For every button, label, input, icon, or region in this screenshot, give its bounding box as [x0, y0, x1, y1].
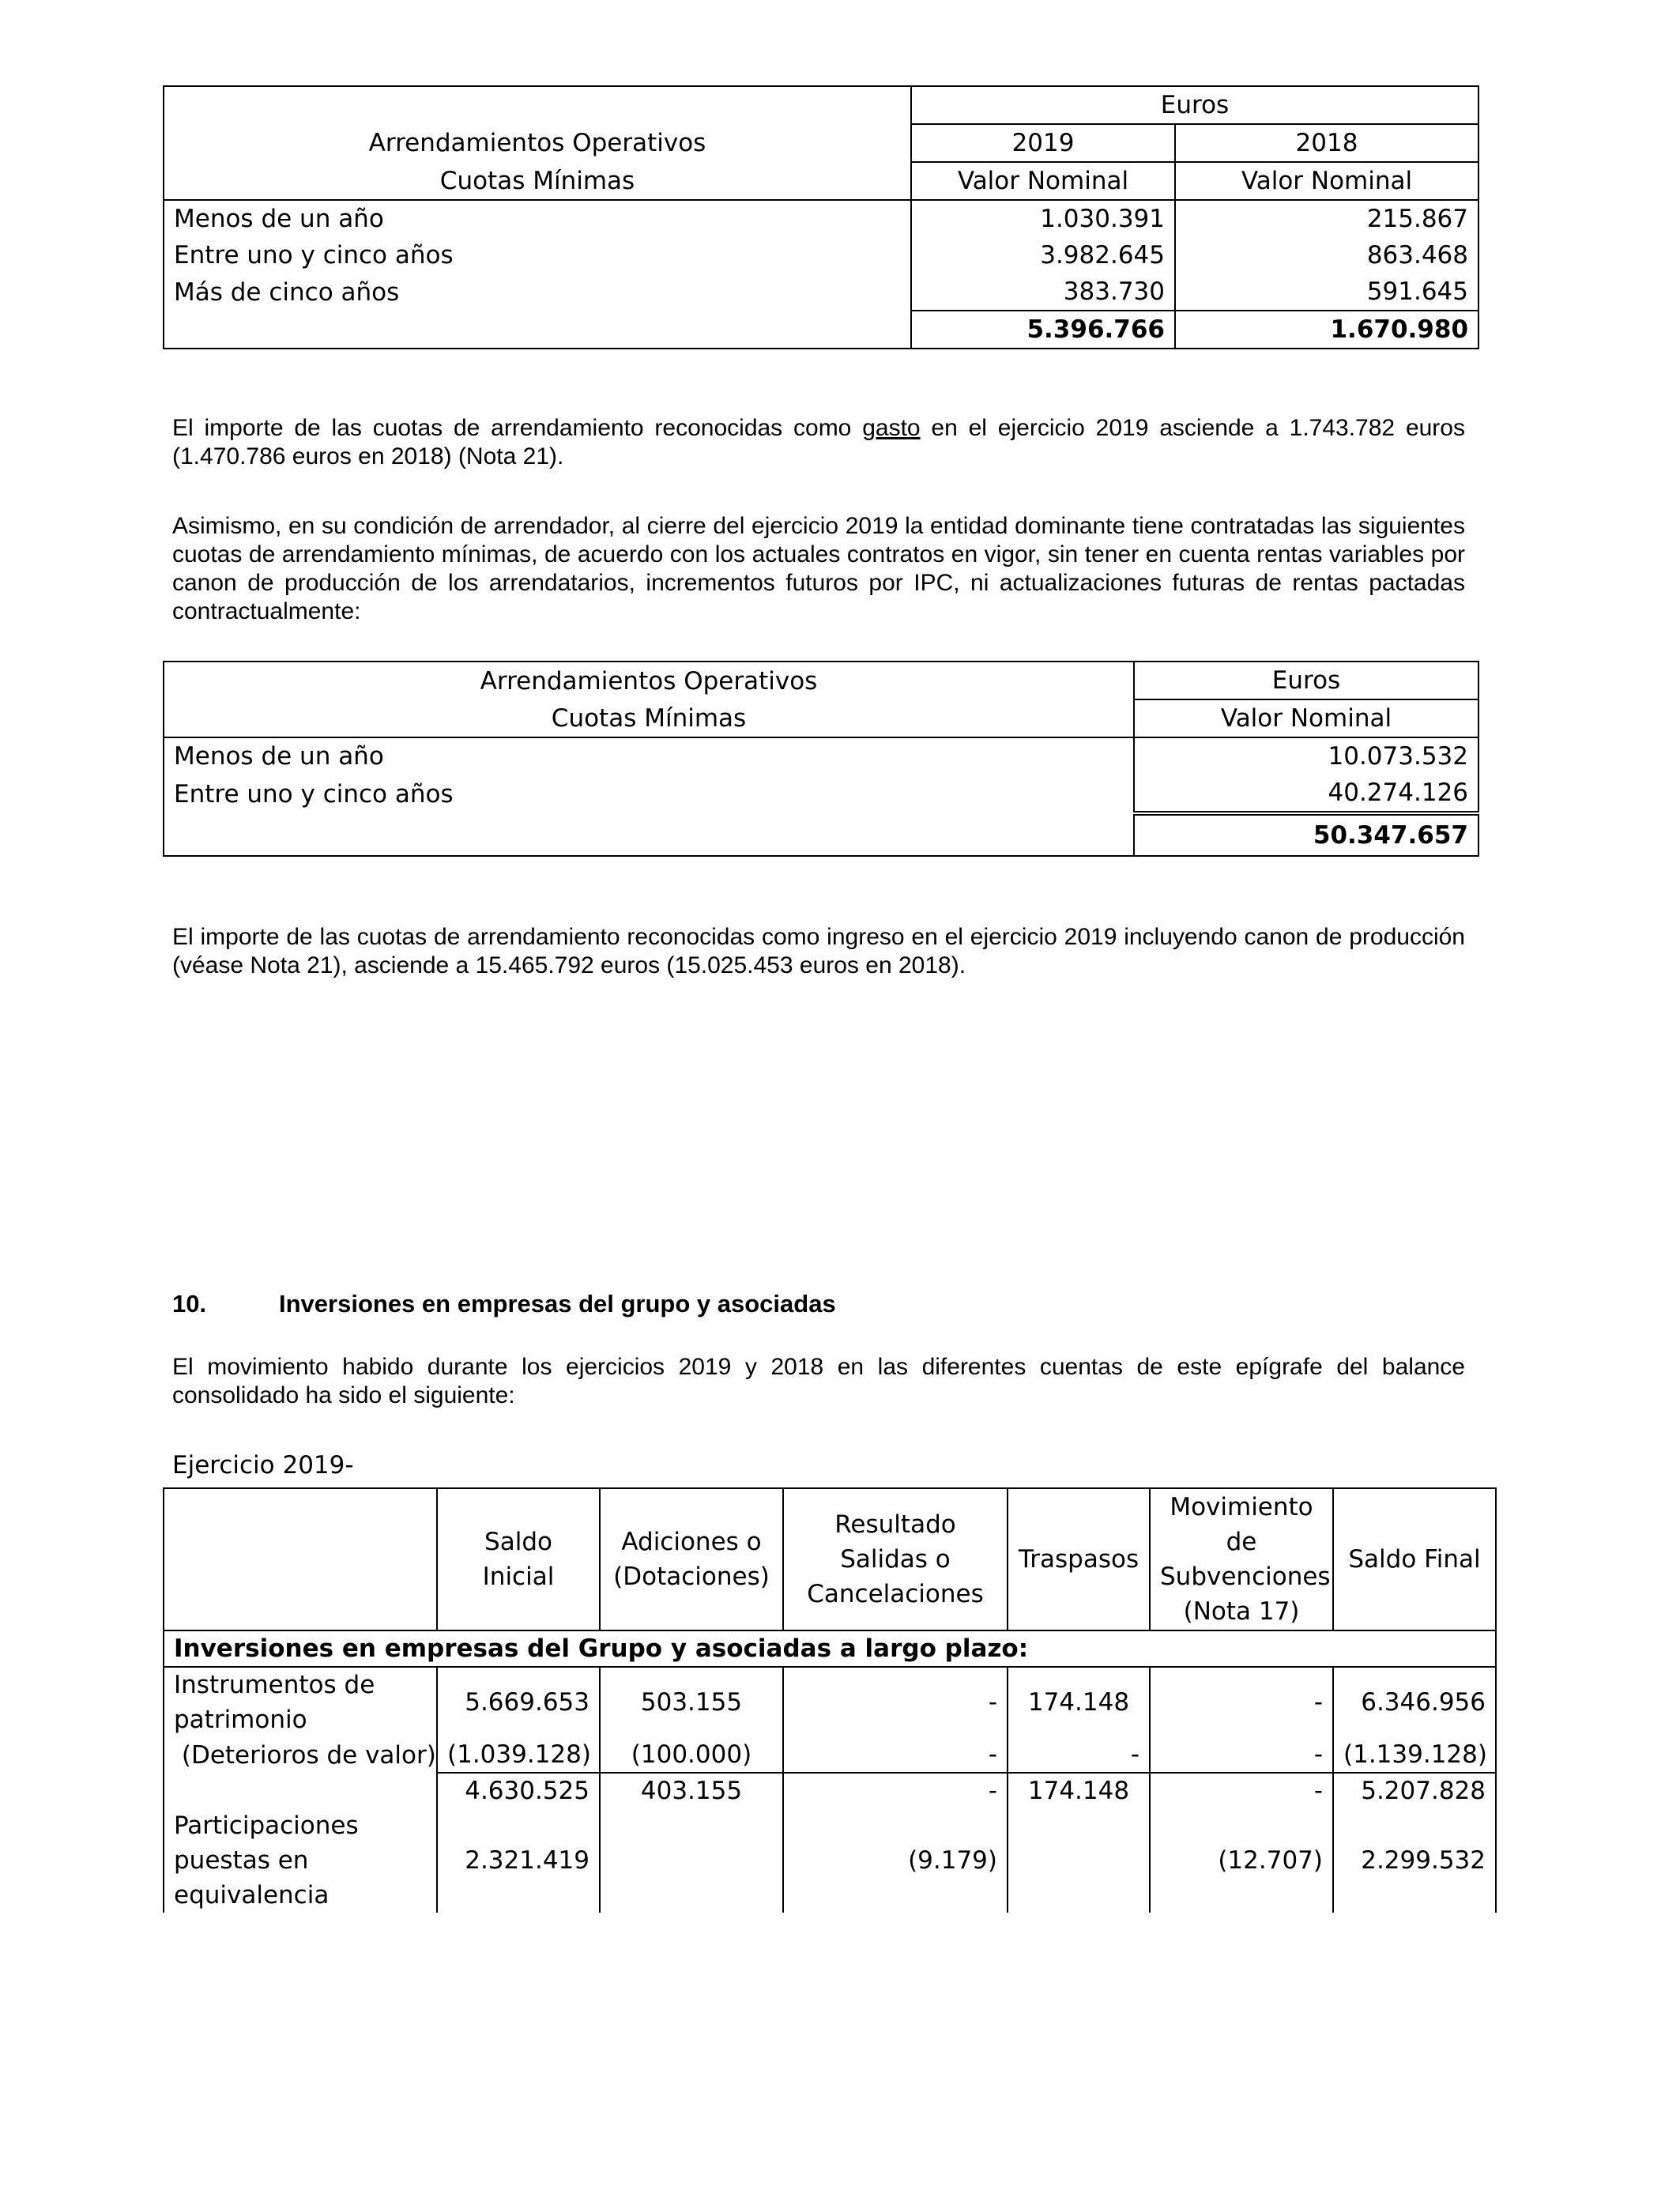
section-heading	[172, 1290, 836, 1318]
value-label-2019: Valor Nominal	[911, 162, 1175, 200]
year-2018-header: 2018	[1175, 124, 1478, 162]
table-row: Participaciones puestas en equivalencia 2.321.419 (9.179) (12.707) 2.299.532	[164, 1808, 1496, 1913]
table-row: (Deterioros de valor) (1.039.128) (100.000) - - - (1.139.128)	[164, 1737, 1496, 1773]
table-row: Menos de un año 1.030.391 215.867	[164, 200, 1478, 237]
total-2019: 5.396.766	[911, 311, 1175, 349]
section-title: Inversiones en empresas del grupo y asociadas	[279, 1290, 836, 1318]
header-saldo-final: Saldo Final	[1333, 1488, 1496, 1630]
lease-expense-paragraph: El importe de las cuotas de arrendamiento reconocidas como gasto en el ejercicio 2019 asciende a 1.743.782 euros (1.470.786 euros en 2018) (Nota 21).	[172, 415, 1465, 469]
lessor-lease-table	[163, 661, 1479, 857]
table-row: Entre uno y cinco años 3.982.645 863.468	[164, 237, 1478, 273]
header-resultado: Resultado Salidas o Cancelaciones	[783, 1488, 1008, 1630]
currency-header: Euros	[911, 86, 1478, 124]
movement-paragraph: El movimiento habido durante los ejercicios 2019 y 2018 en las diferentes cuentas de este epígrafe del balance consolidado ha sido el siguiente:	[172, 1354, 1465, 1408]
table-row: Más de cinco años 383.730 591.645	[164, 273, 1478, 311]
section-number: 10.	[172, 1290, 207, 1318]
row-header-line1: Arrendamientos Operativos	[164, 124, 911, 162]
underlined-term: gasto	[862, 415, 921, 441]
section-title-row: Inversiones en empresas del Grupo y asociadas a largo plazo:	[164, 1630, 1496, 1667]
exercise-label: Ejercicio 2019-	[172, 1451, 354, 1480]
total-value: 50.347.657	[1134, 813, 1478, 856]
investments-movement-table	[163, 1487, 1497, 1913]
lessor-paragraph: Asimismo, en su condición de arrendador, al cierre del ejercicio 2019 la entidad dominante tiene contratadas las siguientes cuotas de arrendamiento mínimas, de acuerdo con los actuales contratos en vigor, sin tener en cuenta rentas variables por canon de producción de los arrendatarios, incrementos futuros por IPC, ni actualizaciones futuras de rentas pactadas contractualmente:	[172, 513, 1465, 624]
row-header-line2: Cuotas Mínimas	[164, 699, 1134, 737]
header-movimiento-subvenciones: Movimiento de Subvenciones (Nota 17)	[1150, 1488, 1333, 1630]
total-row	[164, 311, 1478, 349]
total-2018: 1.670.980	[1175, 311, 1478, 349]
table-row: Entre uno y cinco años 40.274.126	[164, 775, 1478, 813]
table-row: Instrumentos de patrimonio 5.669.653 503.155 - 174.148 - 6.346.956	[164, 1667, 1496, 1737]
table-row: Menos de un año 10.073.532	[164, 737, 1478, 775]
header-saldo-inicial: Saldo Inicial	[437, 1488, 600, 1630]
total-row	[164, 813, 1478, 856]
year-2019-header: 2019	[911, 124, 1175, 162]
row-header-line2: Cuotas Mínimas	[164, 162, 911, 200]
currency-header: Euros	[1134, 662, 1478, 699]
value-label: Valor Nominal	[1134, 699, 1478, 737]
lease-expense-table	[163, 85, 1479, 349]
row-header-line1: Arrendamientos Operativos	[164, 662, 1134, 699]
header-traspasos: Traspasos	[1008, 1488, 1150, 1630]
value-label-2018: Valor Nominal	[1175, 162, 1478, 200]
header-adiciones: Adiciones o (Dotaciones)	[600, 1488, 783, 1630]
subtotal-row: 4.630.525 403.155 - 174.148 - 5.207.828	[164, 1773, 1496, 1808]
lease-income-paragraph: El importe de las cuotas de arrendamiento reconocidas como ingreso en el ejercicio 2019 incluyendo canon de producción (véase Nota 21), asciende a 15.465.792 euros (15.025.453 euros en 2018).	[172, 924, 1465, 978]
